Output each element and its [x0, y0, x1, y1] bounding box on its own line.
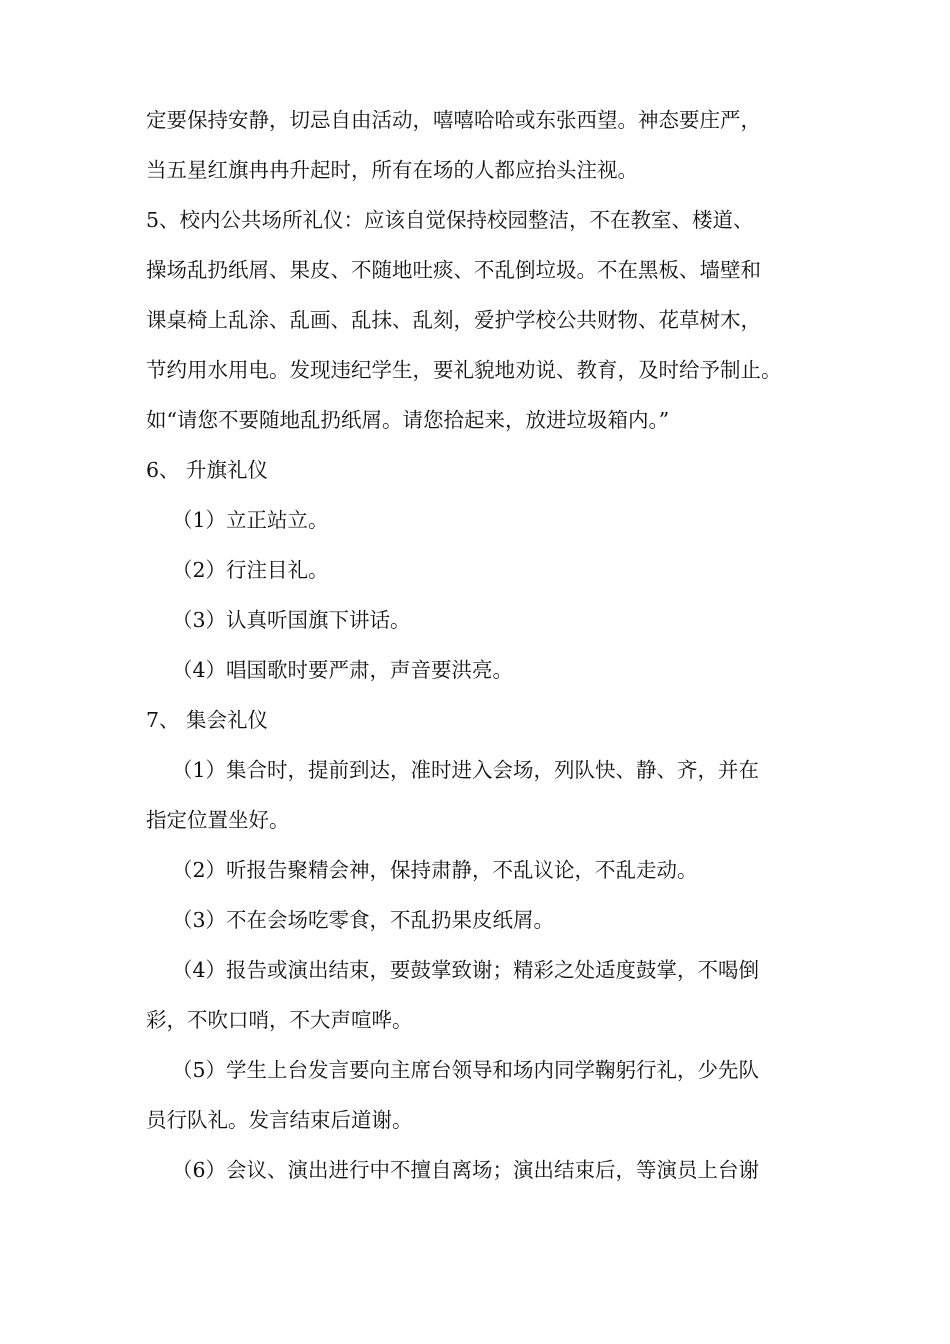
text-line: 操场乱扔纸屑、果皮、不随地吐痰、不乱倒垃圾。不在黑板、墙壁和 — [146, 258, 761, 282]
list-item: （2）行注目礼。 — [172, 558, 329, 582]
list-item: （4）报告或演出结束，要鼓掌致谢；精彩之处适度鼓掌，不喝倒 — [172, 958, 760, 982]
section-6-heading: 6、 升旗礼仪 — [146, 458, 269, 482]
text-line: 课桌椅上乱涂、乱画、乱抹、乱刻，爱护学校公共财物、花草树木， — [146, 308, 761, 332]
list-item: （1）集合时，提前到达，准时进入会场，列队快、静、齐，并在 — [172, 758, 760, 782]
text-line: 彩，不吹口哨，不大声喧哗。 — [146, 1008, 413, 1032]
list-item: （6）会议、演出进行中不擅自离场；演出结束后，等演员上台谢 — [172, 1158, 760, 1182]
text-line: 节约用水用电。发现违纪学生，要礼貌地劝说、教育，及时给予制止。 — [146, 358, 782, 382]
section-5-paragraph: 5、校内公共场所礼仪：应该自觉保持校园整洁，不在教室、楼道、 — [146, 208, 754, 232]
list-item: （1）立正站立。 — [172, 508, 329, 532]
section-7-heading: 7、 集会礼仪 — [146, 708, 269, 732]
list-item: （4）唱国歌时要严肃，声音要洪亮。 — [172, 658, 514, 682]
text-line: 当五星红旗冉冉升起时，所有在场的人都应抬头注视。 — [146, 158, 638, 182]
list-item: （3）认真听国旗下讲话。 — [172, 608, 411, 632]
text-line: 如“请您不要随地乱扔纸屑。请您拾起来，放进垃圾箱内。” — [146, 408, 670, 432]
list-item: （2）听报告聚精会神，保持肃静，不乱议论，不乱走动。 — [172, 858, 698, 882]
list-item: （3）不在会场吃零食，不乱扔果皮纸屑。 — [172, 908, 555, 932]
text-line: 员行队礼。发言结束后道谢。 — [146, 1108, 413, 1132]
text-line: 定要保持安静，切忌自由活动，嘻嘻哈哈或东张西望。神态要庄严， — [146, 108, 761, 132]
text-line: 指定位置坐好。 — [146, 808, 290, 832]
list-item: （5）学生上台发言要向主席台领导和场内同学鞠躬行礼，少先队 — [172, 1058, 760, 1082]
